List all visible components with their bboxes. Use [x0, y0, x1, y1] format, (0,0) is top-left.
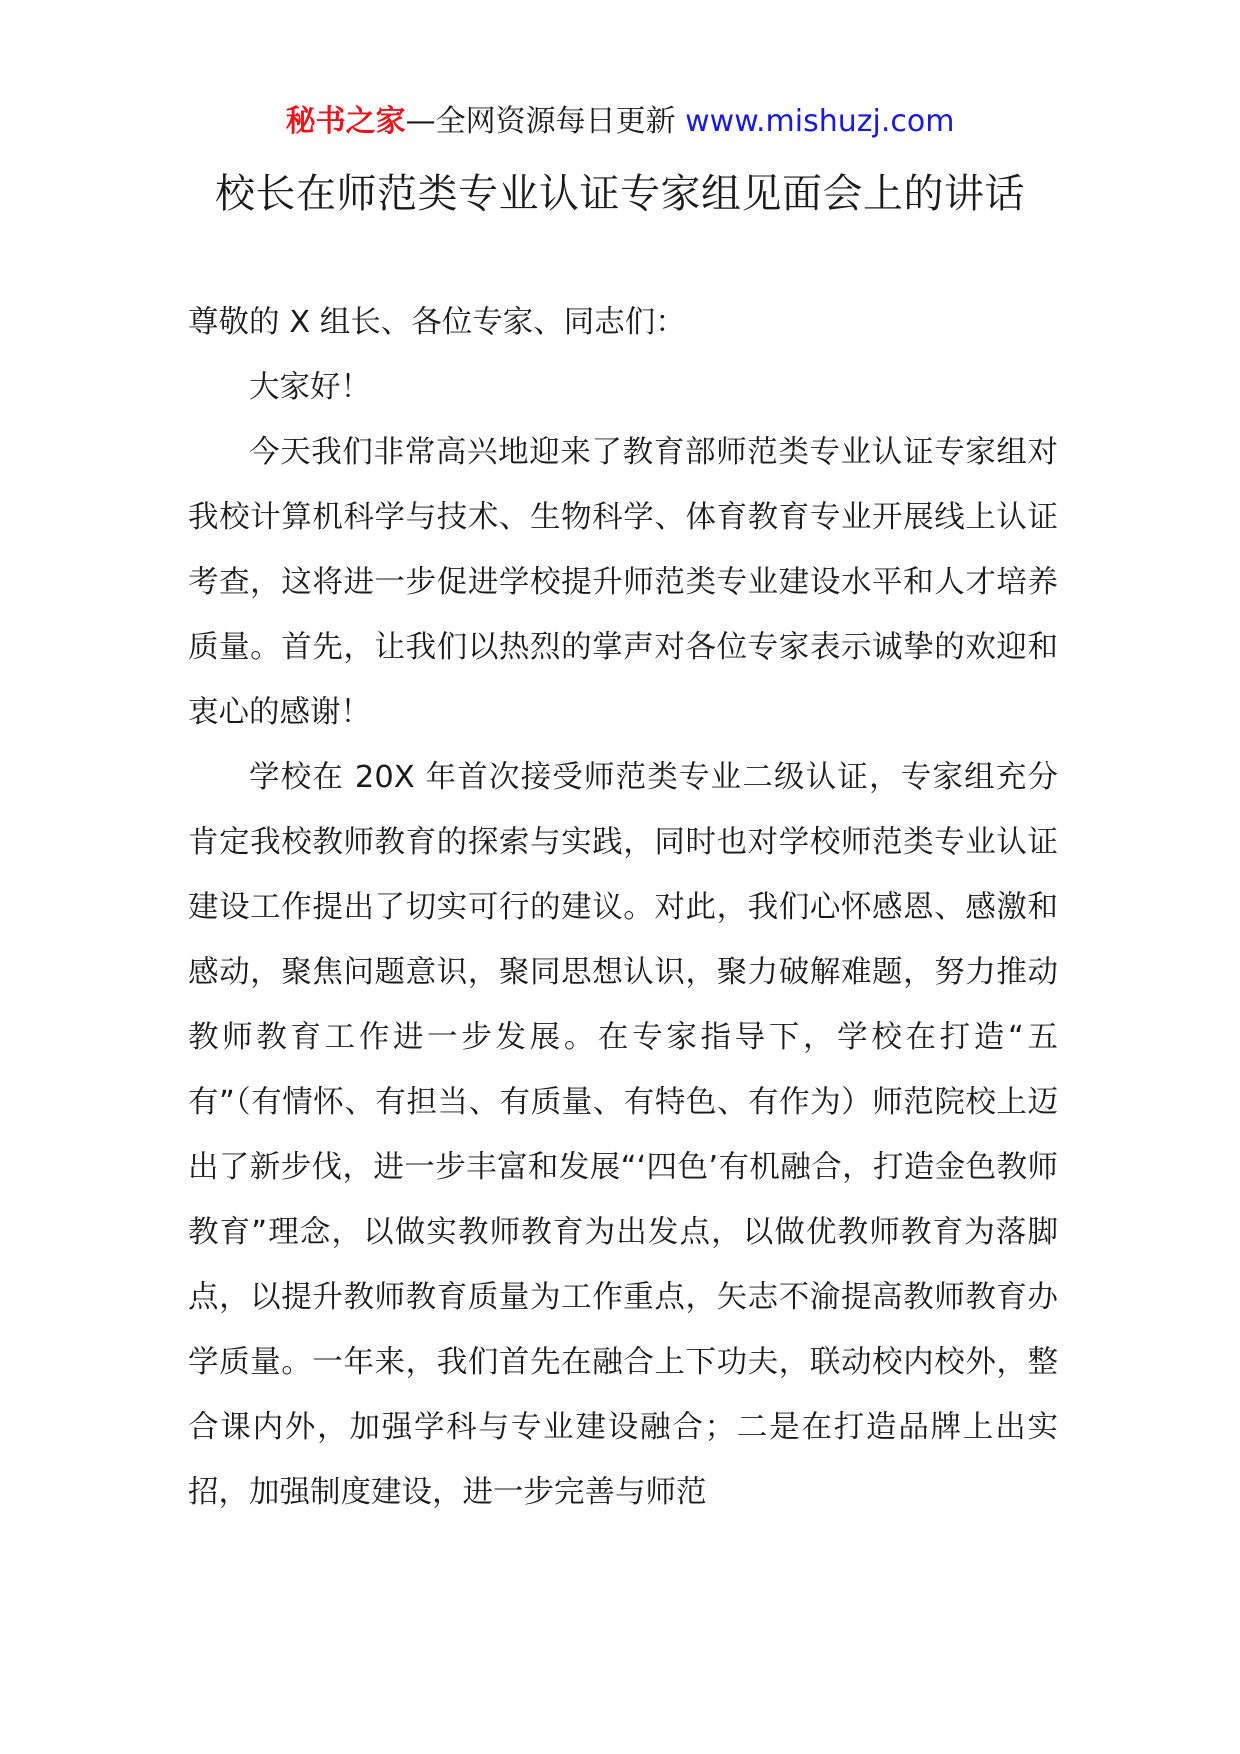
site-url-link[interactable]: www.mishuzj.com	[685, 104, 955, 139]
site-header	[0, 100, 1240, 144]
document-body	[188, 290, 1058, 1525]
body-paragraph-1: 今天我们非常高兴地迎来了教育部师范类专业认证专家组对我校计算机科学与技术、生物科学、体育教育专业开展线上认证考查，这将进一步促进学校提升师范类专业建设水平和人才培养质量。首先，让我们以热烈的掌声对各位专家表示诚挚的欢迎和衷心的感谢！	[188, 435, 1058, 730]
header-tagline: —全网资源每日更新	[405, 104, 686, 139]
greeting: 大家好！	[249, 370, 371, 405]
brand-name: 秘书之家	[285, 104, 406, 139]
salutation: 尊敬的 X 组长、各位专家、同志们：	[188, 305, 686, 340]
body-paragraph-2: 学校在 20X 年首次接受师范类专业二级认证，专家组充分肯定我校教师教育的探索与实践，同时也对学校师范类专业认证建设工作提出了切实可行的建议。对此，我们心怀感恩、感激和感动，聚焦问题意识，聚同思想认识，聚力破解难题，努力推动教师教育工作进一步发展。在专家指导下，学校在打造“五有”（有情怀、有担当、有质量、有特色、有作为）师范院校上迈出了新步伐，进一步丰富和发展“‘四色’有机融合，打造金色教师教育”理念，以做实教师教育为出发点，以做优教师教育为落脚点，以提升教师教育质量为工作重点，矢志不渝提高教师教育办学质量。一年来，我们首先在融合上下功夫，联动校内校外，整合课内外，加强学科与专业建设融合；二是在打造品牌上出实招，加强制度建设，进一步完善与师范	[188, 760, 1058, 1510]
document-title: 校长在师范类专业认证专家组见面会上的讲话	[215, 171, 1025, 217]
